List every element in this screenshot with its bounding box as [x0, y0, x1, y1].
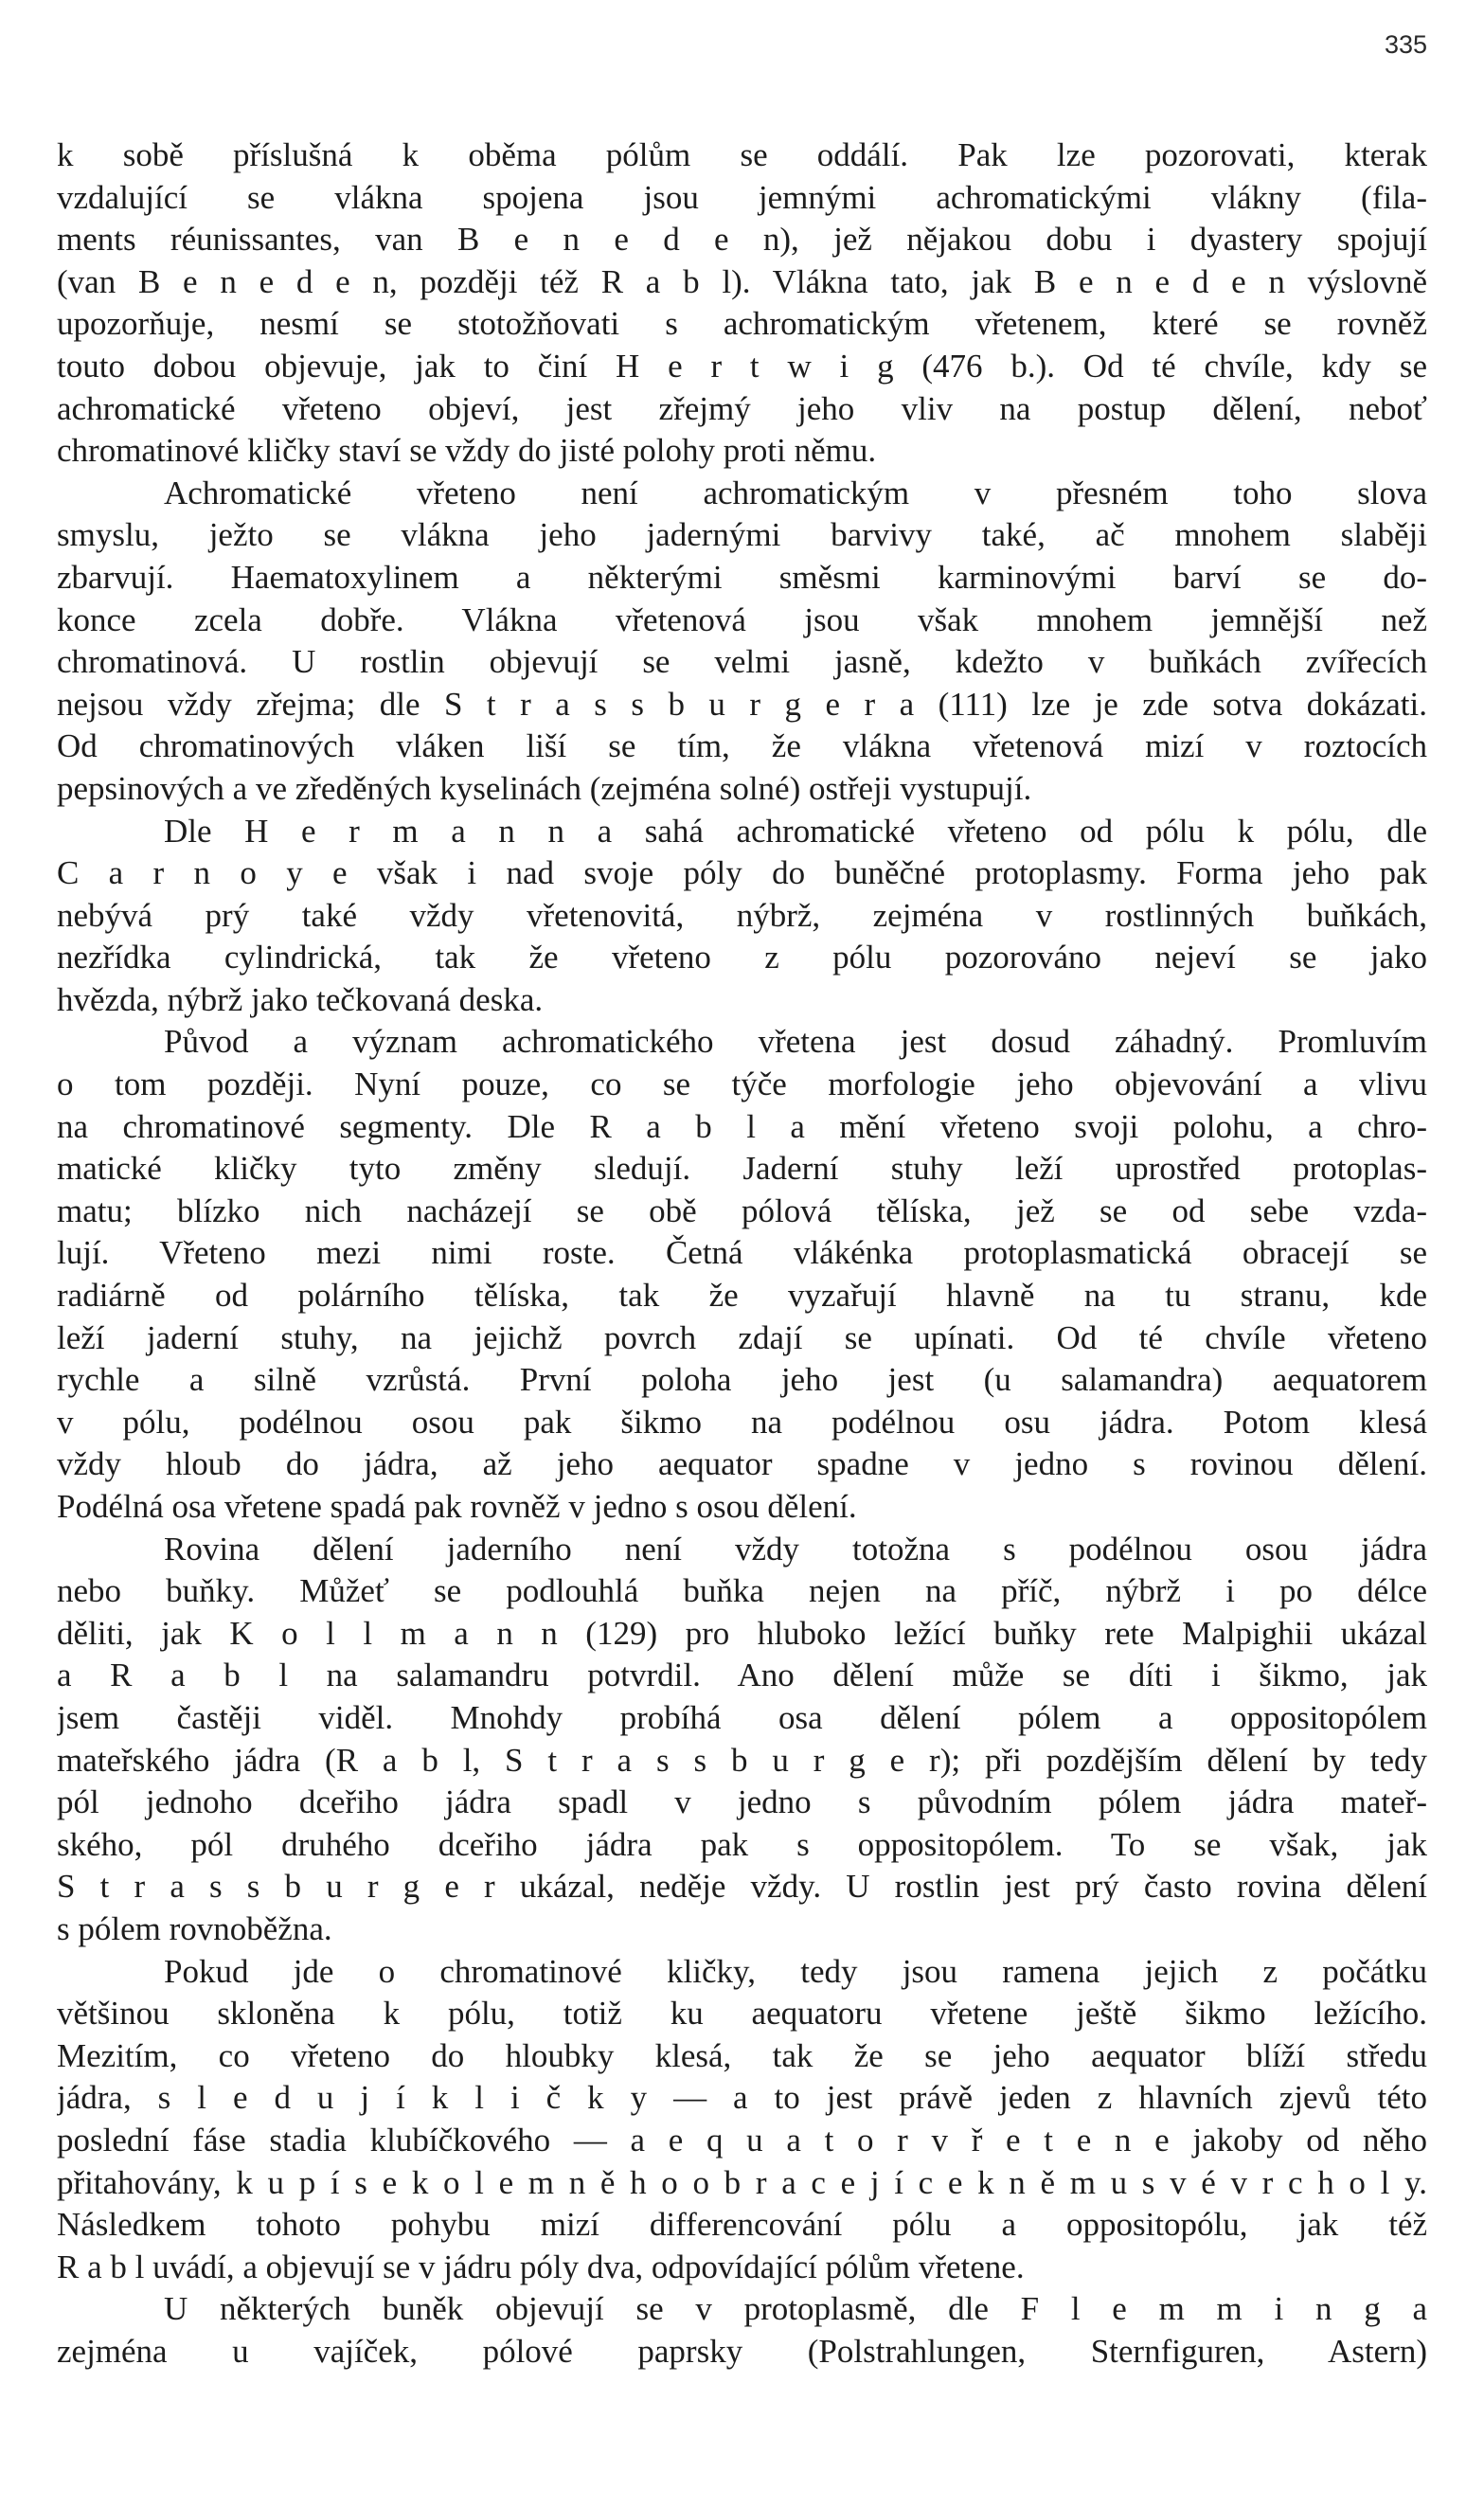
text-line: upozorňuje, nesmí se stotožňovati s achromatickým vřetenem, které se rovněž [57, 305, 1427, 343]
text-line: matické kličky tyto změny sledují. Jaderní stuhy leží uprostřed protoplas- [57, 1150, 1427, 1188]
text-line: většinou skloněna k pólu, totiž ku aequatoru vřetene ještě šikmo ležícího. [57, 1995, 1427, 2033]
text-line: zejména u vajíček, pólové paprsky (Polstrahlungen, Sternfiguren, Astern) [57, 2332, 1427, 2370]
text-line: ments réunissantes, van B e n e d e n), jež nějakou dobu i dyastery spojují [57, 221, 1427, 259]
text-body [57, 134, 1427, 2373]
text-line: vždy hloub do jádra, až jeho aequator spadne v jedno s rovinou dělení. [57, 1445, 1427, 1483]
text-line: jsem častěji viděl. Mnohdy probíhá osa dělení pólem a oppositopólem [57, 1698, 1427, 1736]
text-line: achromatické vřeteno objeví, jest zřejmý jeho vliv na postup dělení, neboť [57, 389, 1427, 427]
text-line: chromatinové kličky staví se vždy do jisté polohy proti němu. [57, 432, 877, 470]
paragraph-first-line: Původ a význam achromatického vřetena jest dosud záhadný. Promluvím [164, 1023, 1427, 1061]
text-line: přitahovány, k u p í s e k o l e m n ě h o o b r a c e j í c e k n ě m u s v é v r c h o l y. [57, 2163, 1427, 2201]
paragraph-first-line: Pokud jde o chromatinové kličky, tedy jsou ramena jejich z počátku [164, 1952, 1427, 1990]
text-line: vzdalující se vlákna spojena jsou jemnými achromatickými vlákny (fila- [57, 178, 1427, 216]
page-number: 335 [1384, 30, 1427, 59]
text-line: nejsou vždy zřejma; dle S t r a s s b u r g e r a (111) lze je zde sotva dokázati. [57, 685, 1427, 723]
text-line: matu; blízko nich nacházejí se obě pólová tělíska, jež se od sebe vzda- [57, 1191, 1427, 1229]
paragraph-first-line: Achromatické vřeteno není achromatickým v přesném toho slova [164, 474, 1427, 511]
text-line: nezřídka cylindrická, tak že vřeteno z pólu pozorováno nejeví se jako [57, 939, 1427, 976]
text-line: zbarvují. Haematoxylinem a některými směsmi karminovými barví se do- [57, 558, 1427, 596]
text-line: v pólu, podélnou osou pak šikmo na podélnou osu jádra. Potom klesá [57, 1403, 1427, 1441]
text-line: a R a b l na salamandru potvrdil. Ano dělení může se díti i šikmo, jak [57, 1657, 1427, 1694]
text-line: na chromatinové segmenty. Dle R a b l a mění vřeteno svoji polohu, a chro- [57, 1107, 1427, 1145]
text-line: rychle a silně vzrůstá. První poloha jeho jest (u salamandra) aequatorem [57, 1361, 1427, 1399]
text-line: pepsinových a ve zředěných kyselinách (zejména solné) ostřeji vystupují. [57, 769, 1032, 807]
text-line: Následkem tohoto pohybu mizí differencování pólu a oppositopólu, jak též [57, 2206, 1427, 2244]
text-line: mateřského jádra (R a b l, S t r a s s b u r g e r); při pozdějším dělení by tedy [57, 1741, 1427, 1779]
text-line: (van B e n e d e n, později též R a b l). Vlákna tato, jak B e n e d e n výslovně [57, 262, 1427, 300]
text-line: touto dobou objevuje, jak to činí H e r t w i g (476 b.). Od té chvíle, kdy se [57, 347, 1427, 385]
text-line: o tom později. Nyní pouze, co se týče morfologie jeho objevování a vlivu [57, 1066, 1427, 1103]
text-line: pól jednoho dceřiho jádra spadl v jedno s původním pólem jádra mateř- [57, 1783, 1427, 1821]
text-line: Podélná osa vřetene spadá pak rovněž v jedno s osou dělení. [57, 1488, 857, 1525]
text-line: s pólem rovnoběžna. [57, 1909, 332, 1947]
text-line: radiárně od polárního tělíska, tak že vyzařují hlavně na tu stranu, kde [57, 1277, 1427, 1315]
paragraph-first-line: Rovina dělení jaderního není vždy totožna s podélnou osou jádra [164, 1530, 1427, 1568]
paragraph-first-line: Dle H e r m a n n a sahá achromatické vřeteno od pólu k pólu, dle [164, 812, 1427, 850]
text-line: nebývá prý také vždy vřetenovitá, nýbrž, zejména v rostlinných buňkách, [57, 896, 1427, 934]
text-line: k sobě příslušná k oběma pólům se oddálí. Pak lze pozorovati, kterak [57, 136, 1427, 173]
text-line: S t r a s s b u r g e r ukázal, neděje vždy. U rostlin jest prý často rovina dělení [57, 1868, 1427, 1906]
text-line: ského, pól druhého dceřiho jádra pak s oppositopólem. To se však, jak [57, 1825, 1427, 1863]
text-line: jádra, s l e d u j í k l i č k y — a to jest právě jeden z hlavních zjevů této [57, 2079, 1427, 2117]
text-line: C a r n o y e však i nad svoje póly do buněčné protoplasmy. Forma jeho pak [57, 854, 1427, 892]
text-line: hvězda, nýbrž jako tečkovaná deska. [57, 980, 544, 1018]
text-line: chromatinová. U rostlin objevují se velmi jasně, kdežto v buňkách zvířecích [57, 643, 1427, 681]
text-line: nebo buňky. Můžeť se podlouhlá buňka nejen na příč, nýbrž i po délce [57, 1572, 1427, 1610]
text-line: poslední fáse stadia klubíčkového — a e q u a t o r v ř e t e n e jakoby od něho [57, 2121, 1427, 2159]
text-line: leží jaderní stuhy, na jejichž povrch zdají se upínati. Od té chvíle vřeteno [57, 1318, 1427, 1356]
text-line: smyslu, ježto se vlákna jeho jadernými barvivy také, ač mnohem slaběji [57, 516, 1427, 554]
text-line: Od chromatinových vláken liší se tím, že vlákna vřetenová mizí v roztocích [57, 727, 1427, 765]
text-line: lují. Vřeteno mezi nimi roste. Četná vlákénka protoplasmatická obracejí se [57, 1234, 1427, 1272]
paragraph-first-line: U některých buněk objevují se v protoplasmě, dle F l e m m i n g a [164, 2290, 1427, 2328]
text-line: Mezitím, co vřeteno do hloubky klesá, tak že se jeho aequator blíží středu [57, 2036, 1427, 2074]
text-line: děliti, jak K o l l m a n n (129) pro hluboko ležící buňky rete Malpighii ukázal [57, 1614, 1427, 1652]
text-line: R a b l uvádí, a objevují se v jádru póly dva, odpovídající pólům vřetene. [57, 2248, 1025, 2285]
text-line: konce zcela dobře. Vlákna vřetenová jsou však mnohem jemnější než [57, 600, 1427, 638]
